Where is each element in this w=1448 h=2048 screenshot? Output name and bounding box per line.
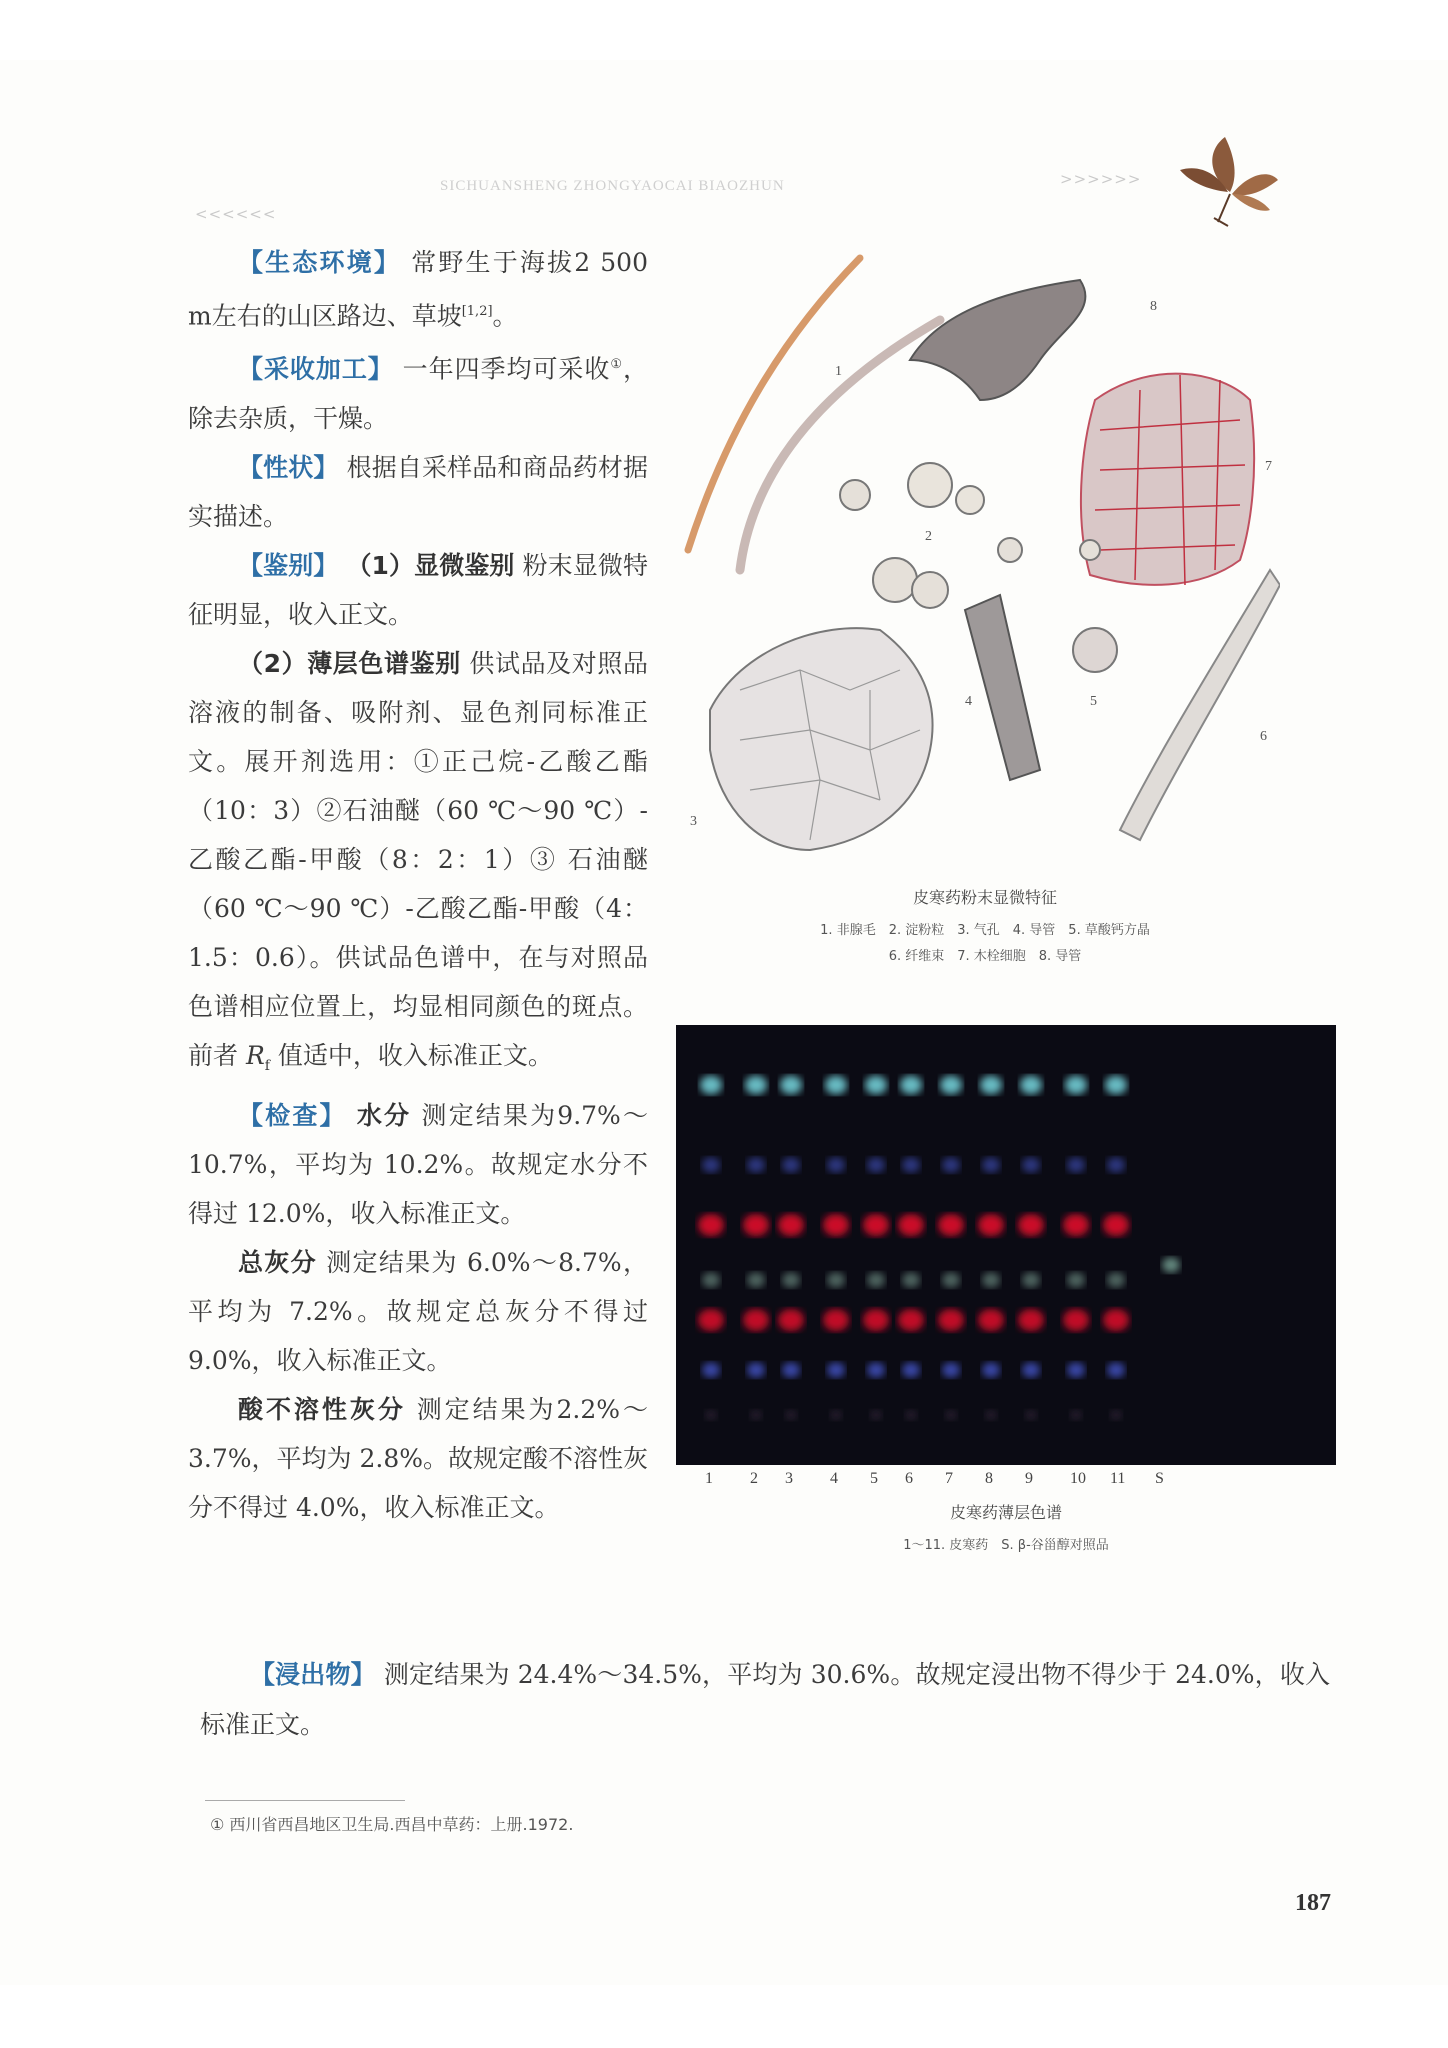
leaf-ornament-icon	[1170, 122, 1280, 232]
tlc-spot	[898, 1309, 924, 1331]
tlc-spot	[867, 1272, 885, 1287]
tlc-spot	[1067, 1362, 1085, 1377]
tlc-spot	[940, 1076, 962, 1095]
tlc-spot	[750, 1410, 762, 1420]
tlc-lane-label: S	[1155, 1470, 1164, 1487]
acid-ash-heading: 酸不溶性灰分	[238, 1394, 406, 1424]
label-2: 2	[925, 529, 932, 544]
tlc-spot	[867, 1157, 885, 1172]
tlc-spot	[902, 1362, 920, 1377]
tlc-spot	[1103, 1214, 1129, 1236]
tlc-spot	[1063, 1214, 1089, 1236]
tlc-spot	[823, 1214, 849, 1236]
tlc-heading: （2）薄层色谱鉴别	[238, 648, 461, 678]
microscopy-caption-title: 皮寒药粉末显微特征	[912, 888, 1057, 907]
tlc-paragraph	[188, 639, 648, 1091]
tlc-text-2: 值适中，收入标准正文。	[269, 1040, 553, 1070]
tlc-spot	[1110, 1410, 1122, 1420]
tlc-spot-standard	[1162, 1257, 1180, 1272]
microscopy-caption	[690, 885, 1280, 970]
tlc-spot	[1022, 1362, 1040, 1377]
rf-symbol: R	[245, 1040, 265, 1070]
calcium-oxalate-crystal-drawing	[1073, 628, 1117, 672]
tlc-spot	[700, 1076, 722, 1095]
tlc-spot	[1065, 1076, 1087, 1095]
harvest-end: ，除去杂质，干燥。	[188, 354, 648, 433]
tlc-spot	[782, 1362, 800, 1377]
tlc-spot	[702, 1157, 720, 1172]
tlc-lane-label: 10	[1070, 1470, 1086, 1487]
tlc-text-1: 供试品及对照品溶液的制备、吸附剂、显色剂同标准正文。展开剂选用：①正己烷-乙酸乙酯（10：3）②石油醚（60 ℃～90 ℃）-乙酸乙酯-甲酸（8：2：1）③ 石油醚（60 ℃～90 ℃）-乙酸乙酯-甲酸（4：1.5：0.6）。供试品色谱中，在与对照品色谱相应位置上，均显相同颜色的斑点。前者	[188, 648, 648, 1070]
microscopy-heading: （1）显微鉴别	[346, 550, 515, 580]
habitat-paragraph	[188, 238, 648, 340]
tlc-spot	[902, 1272, 920, 1287]
tlc-spot	[863, 1214, 889, 1236]
tlc-lane-label: 5	[870, 1470, 878, 1487]
page-number: 187	[1295, 1890, 1331, 1916]
tlc-spot	[945, 1410, 957, 1420]
character-tag: 【性状】	[238, 452, 339, 482]
tlc-spot	[747, 1272, 765, 1287]
tlc-lane-label: 2	[750, 1470, 758, 1487]
harvest-paragraph	[188, 340, 648, 442]
tlc-lane-label: 8	[985, 1470, 993, 1487]
vessel-drawing	[965, 595, 1040, 780]
total-ash-paragraph	[188, 1238, 648, 1385]
header-left-mark: <<<<<<	[195, 205, 277, 223]
harvest-text: 一年四季均可采收	[402, 354, 611, 384]
label-6: 6	[1260, 729, 1267, 744]
label-4: 4	[965, 694, 972, 709]
tlc-spot	[978, 1309, 1004, 1331]
tlc-spot	[905, 1410, 917, 1420]
tlc-spot	[865, 1076, 887, 1095]
tlc-spot	[823, 1309, 849, 1331]
vessel-top-drawing	[910, 280, 1085, 400]
tlc-lane-label: 4	[830, 1470, 838, 1487]
tlc-spot	[942, 1157, 960, 1172]
water-heading: 水分	[356, 1100, 412, 1130]
check-tag: 【检查】	[238, 1100, 347, 1130]
tlc-spot	[1107, 1362, 1125, 1377]
tlc-spot	[745, 1076, 767, 1095]
tlc-legend: 1～11. 皮寒药 S. β-谷甾醇对照品	[903, 1538, 1109, 1553]
tlc-lane-label: 1	[705, 1470, 713, 1487]
tlc-spot	[1063, 1309, 1089, 1331]
extract-section	[200, 1650, 1330, 1750]
tlc-spot	[827, 1362, 845, 1377]
non-glandular-hair-drawing-2	[740, 320, 940, 570]
cork-cells-drawing	[1081, 374, 1254, 585]
habitat-tag: 【生态环境】	[238, 248, 402, 277]
tlc-lane-label: 11	[1110, 1470, 1126, 1487]
tlc-spot	[870, 1410, 882, 1420]
total-ash-heading: 总灰分	[238, 1247, 317, 1277]
microscopy-figure	[680, 250, 1280, 870]
tlc-spot	[1022, 1272, 1040, 1287]
tlc-spot	[782, 1157, 800, 1172]
tlc-spot	[827, 1272, 845, 1287]
tlc-spot	[1025, 1410, 1037, 1420]
extract-text: 测定结果为 24.4%～34.5%，平均为 30.6%。故规定浸出物不得少于 24.0%，收入标准正文。	[200, 1660, 1330, 1739]
tlc-spot	[982, 1362, 1000, 1377]
tlc-spot	[1020, 1076, 1042, 1095]
tlc-spot	[902, 1157, 920, 1172]
tlc-spot	[778, 1309, 804, 1331]
tlc-lane-label: 7	[945, 1470, 953, 1487]
running-header: SICHUANSHENG ZHONGYAOCAI BIAOZHUN	[440, 178, 785, 194]
habitat-reference: [1,2]	[461, 304, 493, 319]
tlc-lane-label: 3	[785, 1470, 793, 1487]
harvest-tag: 【采收加工】	[238, 354, 394, 384]
harvest-footnote-mark: ①	[610, 357, 623, 373]
tlc-spot	[1067, 1272, 1085, 1287]
water-text: 测定结果为9.7%～10.7%，平均为 10.2%。故规定水分不得过 12.0%，收入标准正文。	[188, 1100, 648, 1228]
tlc-spot	[1018, 1214, 1044, 1236]
microscopy-legend-line-2: 6. 纤维束 7. 木栓细胞 8. 导管	[888, 949, 1082, 964]
tlc-spot	[747, 1362, 765, 1377]
tlc-spot	[980, 1076, 1002, 1095]
tlc-spot	[778, 1214, 804, 1236]
tlc-spot	[1103, 1309, 1129, 1331]
microscopy-legend-line-1: 1. 非腺毛 2. 淀粉粒 3. 气孔 4. 导管 5. 草酸钙方晶	[820, 923, 1150, 938]
tlc-spot	[827, 1157, 845, 1172]
header-right-mark: >>>>>>	[1060, 170, 1142, 188]
extract-tag: 【浸出物】	[250, 1660, 376, 1689]
non-glandular-hair-drawing	[688, 258, 860, 550]
label-7: 7	[1265, 459, 1272, 474]
acid-ash-text: 测定结果为2.2%～3.7%，平均为 2.8%。故规定酸不溶性灰分不得过 4.0%，收入标准正文。	[188, 1394, 648, 1522]
label-8: 8	[1150, 299, 1157, 314]
footnote: ① 西川省西昌地区卫生局.西昌中草药：上册.1972.	[210, 1815, 574, 1834]
tlc-spot	[985, 1410, 997, 1420]
tlc-spot	[942, 1362, 960, 1377]
tlc-spot	[938, 1309, 964, 1331]
tlc-spot	[705, 1410, 717, 1420]
tlc-spot	[1105, 1076, 1127, 1095]
tlc-spot	[698, 1309, 724, 1331]
tlc-spot	[1067, 1157, 1085, 1172]
tlc-spot	[978, 1214, 1004, 1236]
total-ash-text: 测定结果为 6.0%～8.7%，平均为 7.2%。故规定总灰分不得过 9.0%，收入标准正文。	[188, 1247, 648, 1375]
tlc-spot	[825, 1076, 847, 1095]
tlc-spot	[1022, 1157, 1040, 1172]
tlc-caption-title: 皮寒药薄层色谱	[949, 1503, 1062, 1522]
rf-subscript: f	[264, 1057, 270, 1074]
character-text: 根据自采样品和商品药材据实描述。	[188, 452, 648, 531]
habitat-text: 常野生于海拔2 500 m左右的山区路边、草坡	[188, 248, 648, 331]
tlc-spot	[743, 1309, 769, 1331]
label-3: 3	[690, 814, 697, 829]
tlc-lane-label: 9	[1025, 1470, 1033, 1487]
tlc-caption	[676, 1500, 1336, 1559]
label-5: 5	[1090, 694, 1097, 709]
tlc-lane-label: 6	[905, 1470, 913, 1487]
tlc-spot	[1070, 1410, 1082, 1420]
starch-grain-drawing	[840, 480, 870, 510]
tlc-spot	[1107, 1272, 1125, 1287]
extract-paragraph	[200, 1650, 1330, 1750]
fiber-bundle-drawing	[1120, 570, 1280, 840]
tlc-spot	[830, 1410, 842, 1420]
tlc-spot	[743, 1214, 769, 1236]
footnote-rule	[205, 1800, 405, 1801]
tlc-plate-image	[676, 1025, 1336, 1465]
tlc-spot	[702, 1362, 720, 1377]
identification-tag: 【鉴别】	[238, 550, 339, 580]
main-text-column	[188, 238, 648, 1532]
tlc-spot	[698, 1214, 724, 1236]
tlc-spot	[898, 1214, 924, 1236]
tlc-spot	[982, 1157, 1000, 1172]
tlc-spot	[863, 1309, 889, 1331]
tlc-spot	[942, 1272, 960, 1287]
acid-ash-paragraph	[188, 1385, 648, 1532]
identification-paragraph	[188, 541, 648, 639]
label-1: 1	[835, 364, 842, 379]
tlc-spot	[938, 1214, 964, 1236]
tlc-spot	[1018, 1309, 1044, 1331]
tlc-spot	[780, 1076, 802, 1095]
microscopy-text: 粉末显微特征明显，收入正文。	[188, 550, 648, 629]
tlc-spot	[982, 1272, 1000, 1287]
tlc-spot	[900, 1076, 922, 1095]
tlc-spot	[782, 1272, 800, 1287]
tlc-spot	[785, 1410, 797, 1420]
tlc-spot	[702, 1272, 720, 1287]
tlc-spot	[1107, 1157, 1125, 1172]
character-paragraph	[188, 443, 648, 541]
tlc-spot	[747, 1157, 765, 1172]
tlc-spot	[867, 1362, 885, 1377]
habitat-end: 。	[492, 301, 518, 331]
check-paragraph	[188, 1091, 648, 1238]
